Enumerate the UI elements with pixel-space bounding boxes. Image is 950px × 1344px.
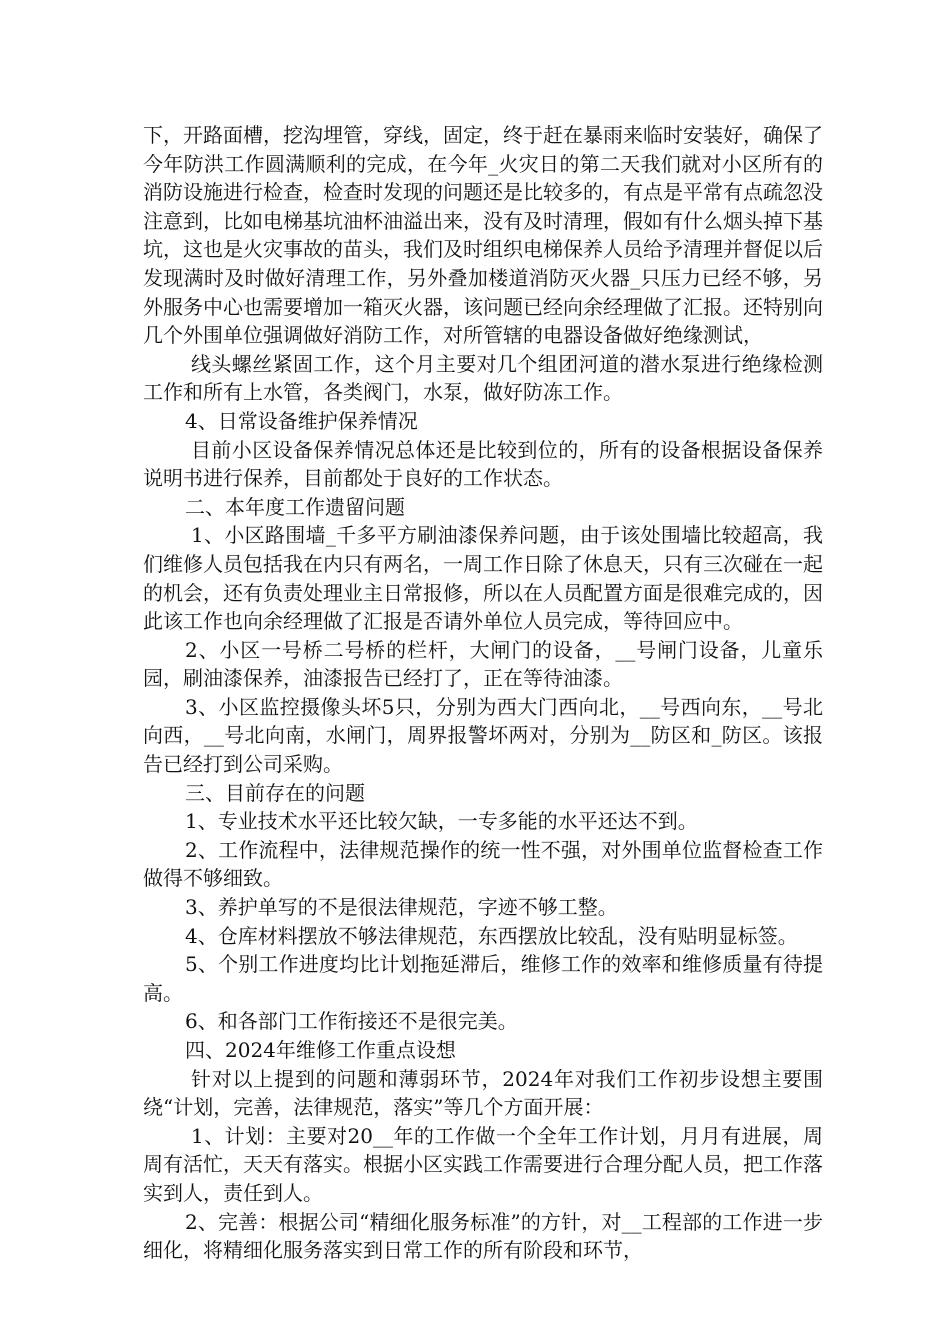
paragraph-problem-5: 5、个别工作进度均比计划拖延滞后，维修工作的效率和维修质量有待提高。: [143, 952, 823, 1005]
paragraph-problem-3: 3、养护单写的不是很法律规范，字迹不够工整。: [185, 895, 618, 920]
paragraph-issue-cameras: 3、小区监控摄像头坏5只，分别为西大门西向北，__号西向东，__号北向西，__号北向南，水闸门，周界报警坏两对，分别为__防区和_防区。该报告已经打到公司采购。: [143, 694, 823, 777]
paragraph-issue-wall: 1、小区路围墙_千多平方刷油漆保养问题，由于该处围墙比较超高，我们维修人员包括我在内只有两名，一周工作日除了休息天，只有三次碰在一起的机会，还有负责处理业主日常报修，所以在人员配置方面是很难完成的，因此该工作也向余经理做了汇报是否请外单位人员完成，等待回应中。: [143, 523, 823, 634]
paragraph-plan-2: 2、完善：根据公司“精细化服务标准”的方针，对__工程部的工作进一步细化，将精细化服务落实到日常工作的所有阶段和环节，: [143, 1209, 823, 1263]
heading-current-problems: 三、目前存在的问题: [185, 780, 365, 805]
paragraph-problem-6: 6、和各部门工作衔接还不是很完美。: [185, 1009, 518, 1034]
paragraph-problem-1: 1、专业技术水平还比较欠缺，一专多能的水平还达不到。: [185, 809, 698, 834]
paragraph-problem-2: 2、工作流程中，法律规范操作的统一性不强，对外围单位监督检查工作做得不够细致。: [143, 837, 823, 891]
heading-remaining-issues: 二、本年度工作遗留问题: [185, 494, 405, 519]
paragraph-plan-1: 1、计划：主要对20__年的工作做一个全年工作计划，月月有进展，周周有活忙，天天有落实。根据小区实践工作需要进行合理分配人员，把工作落实到人，责任到人。: [143, 1123, 823, 1205]
paragraph-fire-safety: 下，开路面槽，挖沟埋管，穿线，固定，终于赶在暴雨来临时安装好，确保了今年防洪工作圆满顺利的完成，在今年_火灾日的第二天我们就对小区所有的消防设施进行检查，检查时发现的问题还是比较多的，有点是平常有点疏忽没注意到，比如电梯基坑油杯油溢出来，没有及时清理，假如有什么烟头掉下基坑，这也是火灾事故的苗头，我们及时组织电梯保养人员给予清理并督促以后发现满时及时做好清理工作，另外叠加楼道消防灭火器_只压力已经不够，另外服务中心也需要增加一箱灭火器，该问题已经向余经理做了汇报。还特别向几个外围单位强调做好消防工作，对所管辖的电器设备做好绝缘测试，: [143, 123, 823, 348]
paragraph-plan-intro: 针对以上提到的问题和薄弱环节，2024年对我们工作初步设想主要围绕“计划，完善，法律规范，落实”等几个方面开展：: [143, 1066, 823, 1120]
paragraph-equipment-status: 目前小区设备保养情况总体还是比较到位的，所有的设备根据设备保养说明书进行保养，目前都处于良好的工作状态。: [143, 437, 823, 491]
heading-plan-2024: 四、2024年维修工作重点设想: [185, 1038, 456, 1062]
paragraph-problem-4: 4、仓库材料摆放不够法律规范，东西摆放比较乱，没有贴明显标签。: [185, 923, 798, 948]
paragraph-insulation: 线头螺丝紧固工作，这个月主要对几个组团河道的潜水泵进行绝缘检测工作和所有上水管，各类阀门，水泵，做好防冻工作。: [143, 351, 823, 405]
heading-equipment-maintenance: 4、日常设备维护保养情况: [185, 408, 418, 433]
paragraph-issue-bridge: 2、小区一号桥二号桥的栏杆，大闸门的设备，__号闸门设备，儿童乐园，刷油漆保养，油漆报告已经打了，正在等待油漆。: [143, 637, 823, 691]
document-page: [143, 121, 823, 1265]
